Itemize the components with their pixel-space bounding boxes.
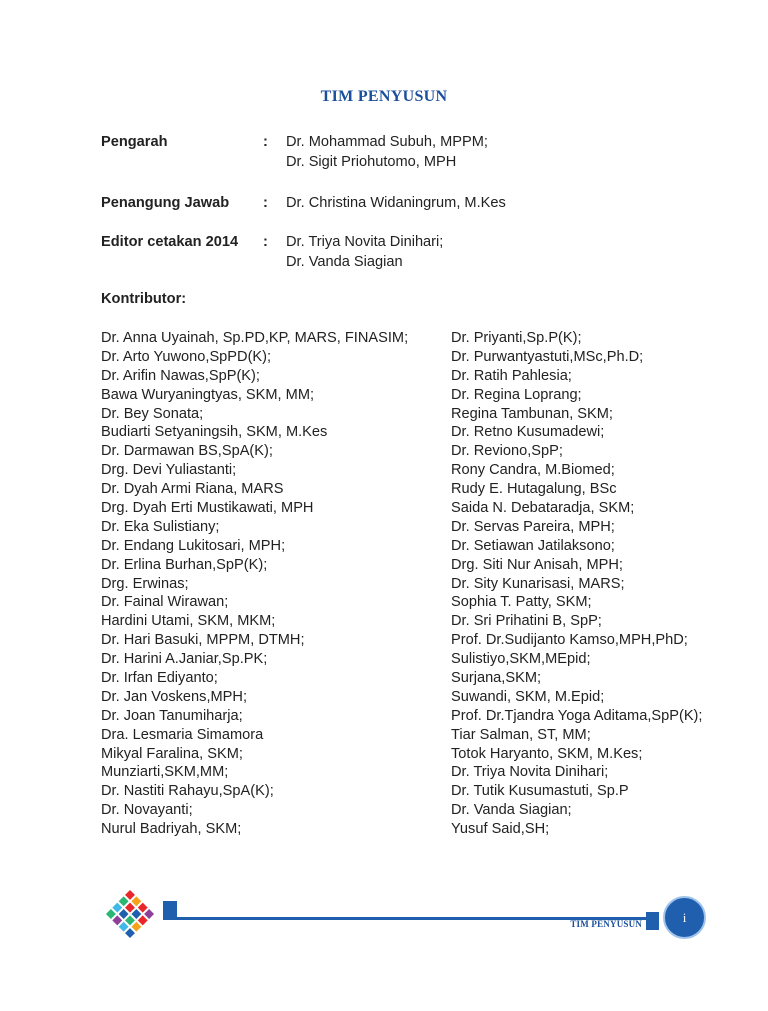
contributor-name: Drg. Siti Nur Anisah, MPH; [451, 556, 623, 573]
contributors-left-column [101, 329, 408, 839]
page-number: i [663, 896, 706, 939]
contributor-name: Dr. Sri Prihatini B, SpP; [451, 613, 602, 630]
contributor-name: Sophia T. Patty, SKM; [451, 594, 592, 611]
contributor-name: Drg. Erwinas; [101, 575, 189, 592]
contributor-name: Dr. Retno Kusumadewi; [451, 424, 605, 441]
contributor-name: Dr. Novayanti; [101, 802, 193, 819]
contributor-name: Dr. Reviono,SpP; [451, 443, 563, 460]
contributors-right-column [451, 329, 702, 839]
contributor-name: Dr. Irfan Ediyanto; [101, 670, 218, 687]
role-names [286, 233, 443, 272]
contributor-name: Regina Tambunan, SKM; [451, 405, 613, 422]
contributor-name: Dr. Nastiti Rahayu,SpA(K); [101, 783, 274, 800]
contributor-name: Nurul Badriyah, SKM; [101, 821, 242, 838]
logo-icon [98, 887, 162, 941]
contributor-name: Dr. Anna Uyainah, Sp.PD,KP, MARS, FINASIM; [101, 330, 409, 346]
contributor-name: Dr. Hari Basuki, MPPM, DTMH; [101, 632, 305, 649]
contributor-name: Dr. Arto Yuwono,SpPD(K); [101, 348, 272, 365]
contributor-name: Rony Candra, M.Biomed; [451, 462, 615, 479]
kontributor-heading: Kontributor: [101, 291, 187, 307]
role-name: Dr. Triya Novita Dinihari; [286, 234, 444, 250]
contributor-name: Dr. Arifin Nawas,SpP(K); [101, 367, 260, 384]
contributor-name: Suwandi, SKM, M.Epid; [451, 688, 605, 705]
contributor-name: Munziarti,SKM,MM; [101, 764, 229, 781]
contributor-name: Dra. Lesmaria Simamora [101, 726, 264, 743]
contributor-name: Dr. Endang Lukitosari, MPH; [101, 537, 286, 554]
contributor-name: Dr. Dyah Armi Riana, MARS [101, 481, 284, 498]
contributor-name: Totok Haryanto, SKM, M.Kes; [451, 745, 643, 762]
role-names [286, 133, 488, 172]
page-title: TIM PENYUSUN [320, 88, 448, 105]
role-label: Pengarah [101, 134, 168, 150]
contributor-name: Dr. Priyanti,Sp.P(K); [451, 330, 582, 346]
contributor-name: Prof. Dr.Tjandra Yoga Aditama,SpP(K); [451, 707, 703, 724]
contributor-name: Dr. Ratih Pahlesia; [451, 367, 572, 384]
contributor-name: Hardini Utami, SKM, MKM; [101, 613, 276, 630]
role-name: Dr. Mohammad Subuh, MPPM; [286, 134, 488, 150]
contributor-name: Dr. Darmawan BS,SpA(K); [101, 443, 273, 460]
footer-accent-block-right [646, 912, 659, 930]
role-label: Penangung Jawab [101, 195, 230, 211]
contributor-name: Yusuf Said,SH; [451, 821, 550, 838]
contributor-name: Dr. Erlina Burhan,SpP(K); [101, 556, 268, 573]
role-label: Editor cetakan 2014 [101, 234, 239, 250]
role-name: Dr. Christina Widaningrum, M.Kes [286, 195, 506, 211]
contributor-name: Rudy E. Hutagalung, BSc [451, 481, 617, 498]
contributor-name: Dr. Triya Novita Dinihari; [451, 764, 609, 781]
role-name: Dr. Vanda Siagian [286, 253, 403, 270]
contributor-name: Dr. Sity Kunarisasi, MARS; [451, 575, 625, 592]
contributor-name: Surjana,SKM; [451, 670, 542, 687]
role-colon: : [263, 134, 268, 150]
contributor-name: Dr. Regina Loprang; [451, 386, 582, 403]
contributor-name: Mikyal Faralina, SKM; [101, 745, 243, 762]
contributor-name: Dr. Eka Sulistiany; [101, 518, 220, 535]
role-name: Dr. Sigit Priohutomo, MPH [286, 153, 457, 170]
contributor-name: Saida N. Debataradja, SKM; [451, 500, 635, 517]
contributor-name: Dr. Harini A.Janiar,Sp.PK; [101, 651, 268, 668]
contributor-name: Drg. Devi Yuliastanti; [101, 462, 237, 479]
contributor-name: Dr. Servas Pareira, MPH; [451, 518, 615, 535]
contributor-name: Dr. Joan Tanumiharja; [101, 707, 243, 724]
contributor-name: Dr. Vanda Siagian; [451, 802, 572, 819]
role-colon: : [263, 195, 268, 211]
contributor-name: Dr. Tutik Kusumastuti, Sp.P [451, 783, 629, 800]
contributor-name: Dr. Bey Sonata; [101, 405, 204, 422]
contributor-name: Bawa Wuryaningtyas, SKM, MM; [101, 386, 315, 403]
contributor-name: Dr. Fainal Wirawan; [101, 594, 229, 611]
contributor-name: Budiarti Setyaningsih, SKM, M.Kes [101, 424, 328, 441]
contributor-name: Dr. Jan Voskens,MPH; [101, 688, 247, 705]
contributor-name: Prof. Dr.Sudijanto Kamso,MPH,PhD; [451, 632, 688, 649]
role-names [286, 194, 506, 214]
contributor-name: Dr. Purwantyastuti,MSc,Ph.D; [451, 348, 644, 365]
contributor-name: Drg. Dyah Erti Mustikawati, MPH [101, 500, 314, 517]
footer-section-label: TIM PENYUSUN [570, 919, 642, 929]
contributor-name: Dr. Setiawan Jatilaksono; [451, 537, 615, 554]
contributor-name: Sulistiyo,SKM,MEpid; [451, 651, 591, 668]
contributor-name: Tiar Salman, ST, MM; [451, 726, 591, 743]
role-colon: : [263, 234, 268, 250]
